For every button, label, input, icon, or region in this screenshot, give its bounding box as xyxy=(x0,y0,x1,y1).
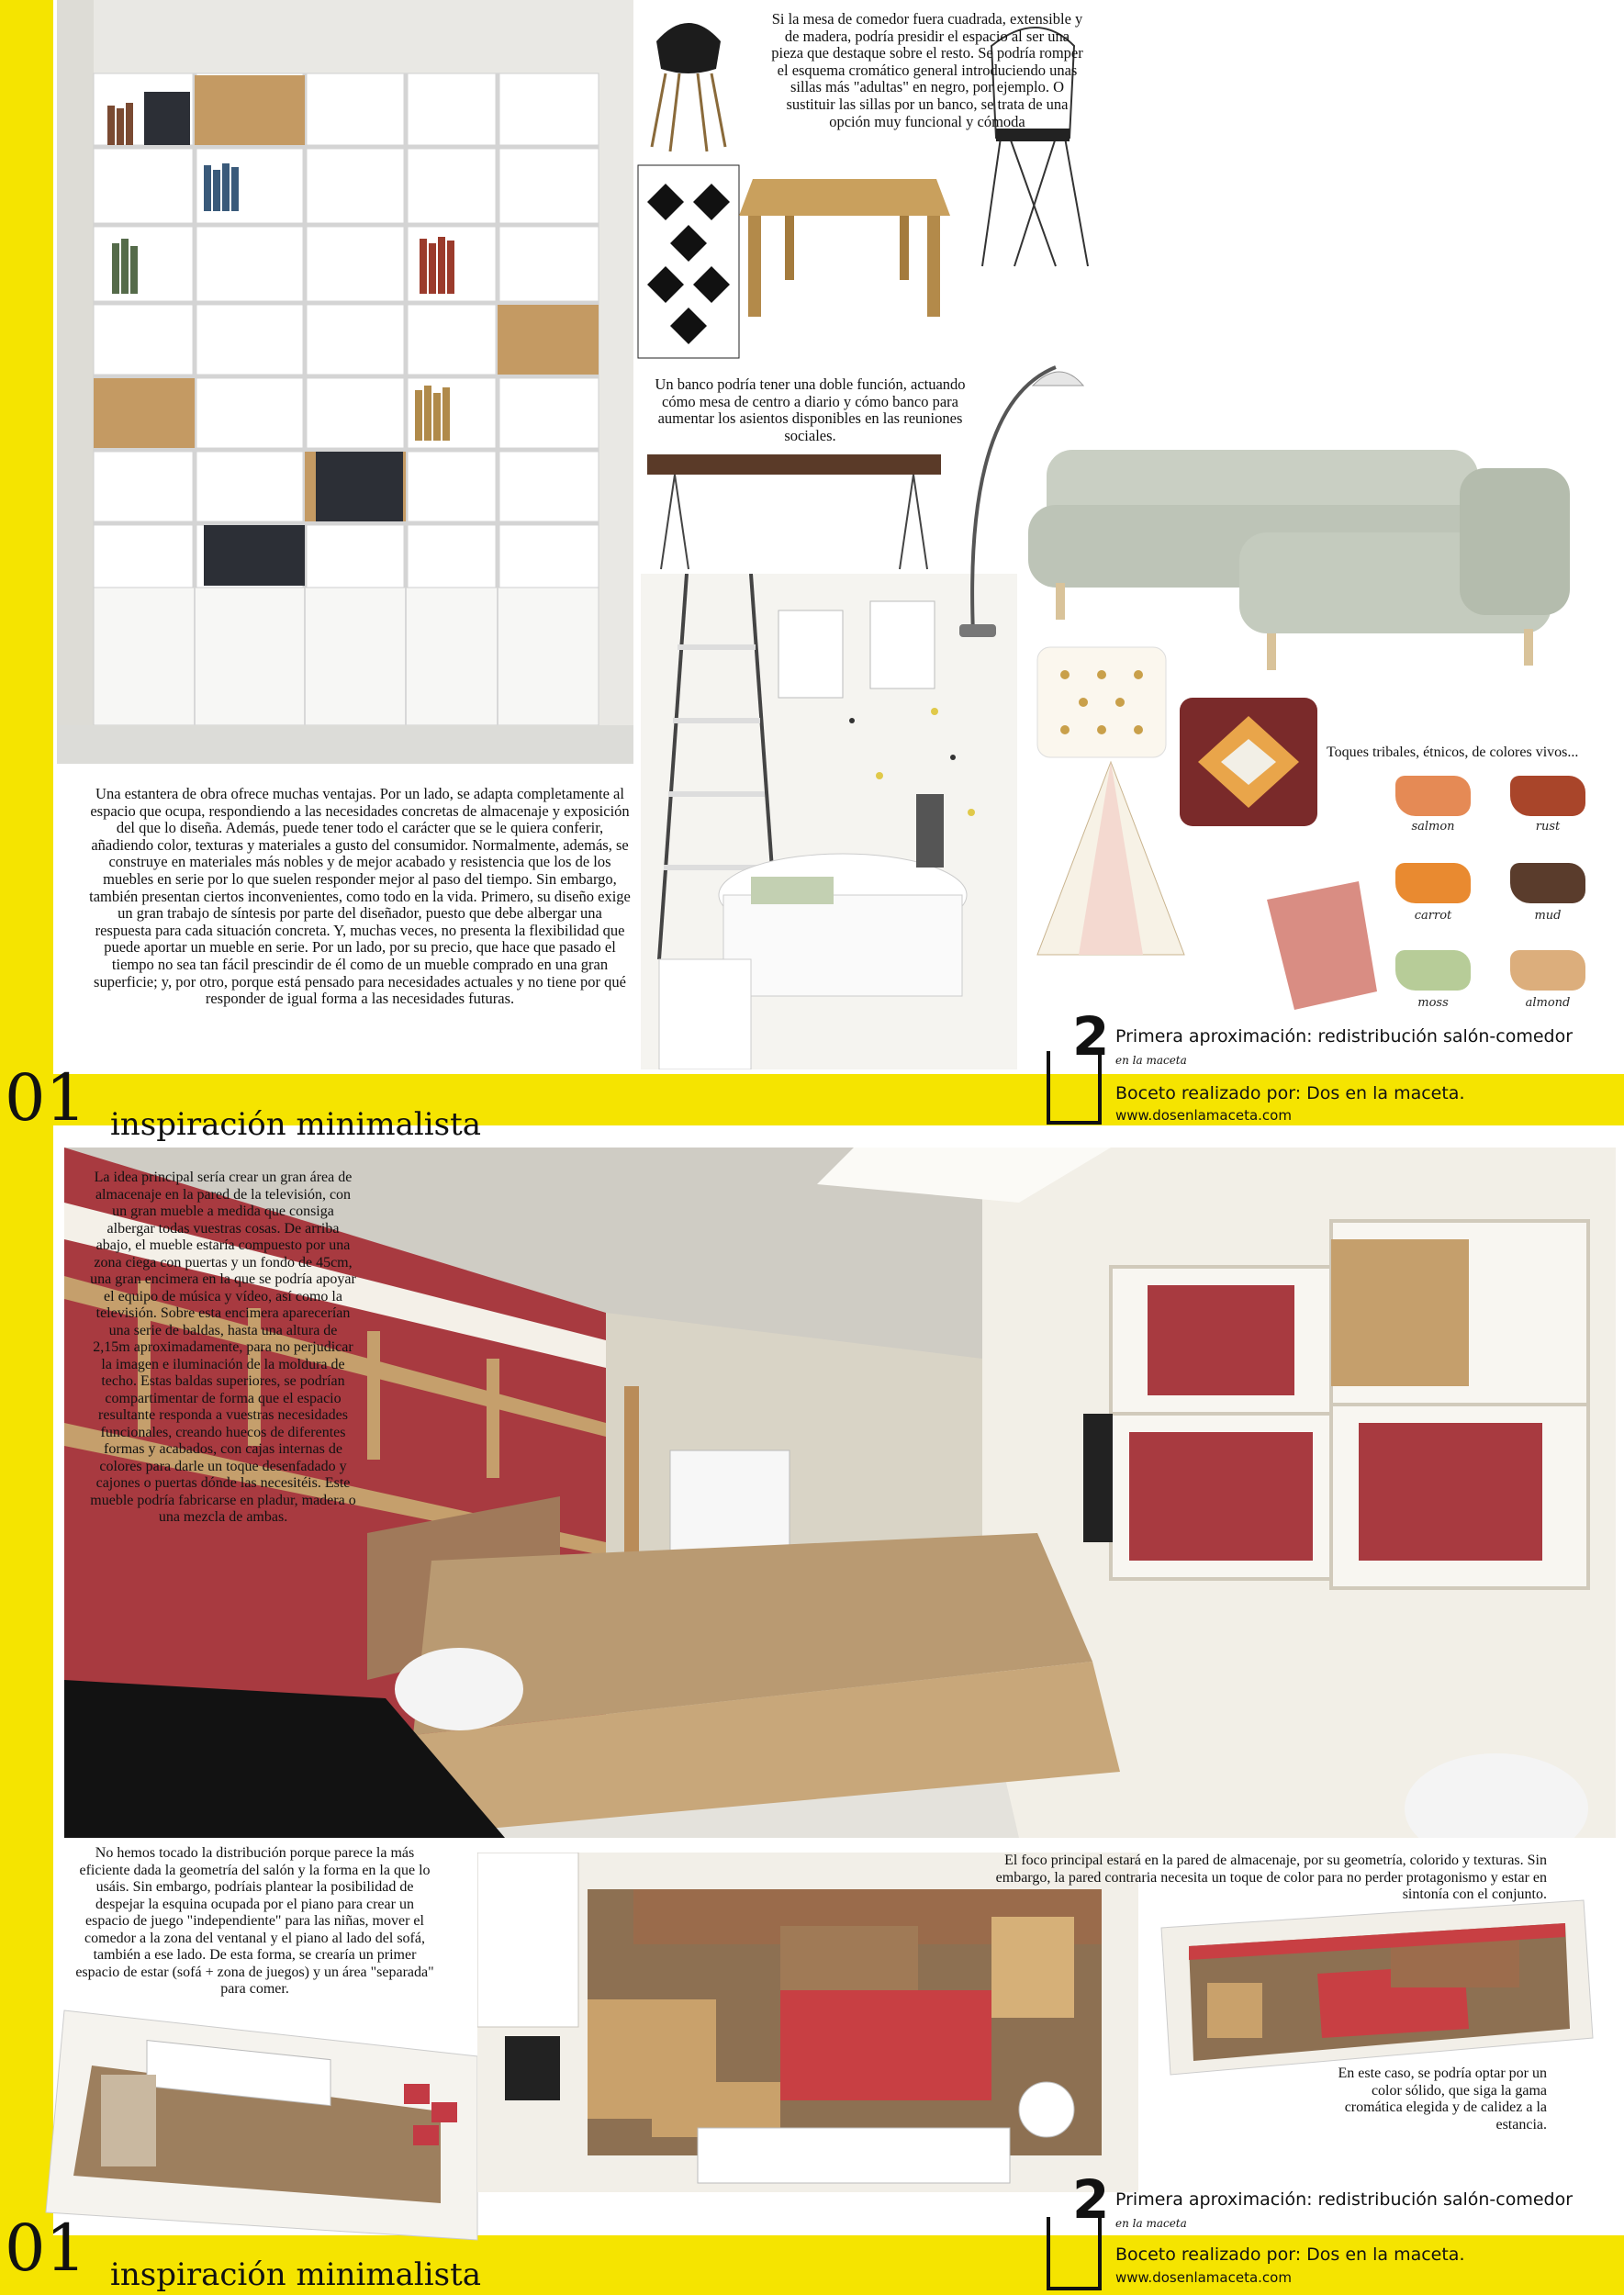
section-title-bottom: inspiración minimalista xyxy=(110,2256,481,2293)
swatch-label-rust: rust xyxy=(1535,820,1561,834)
url-bottom: www.dosenlamaceta.com xyxy=(1115,2269,1292,2286)
focus-description: El foco principal estará en la pared de almacenaje, por su geometría, colorido y texturas. Sin embargo, la pared contraria necesita un toque de color para no perder protagonismo y estar en sintonía con el conjunto. xyxy=(995,1853,1547,1902)
section-number-top: 01 xyxy=(5,1060,87,1136)
floorplan-render-right xyxy=(1152,1891,1602,2084)
floorplan-render-center xyxy=(477,1853,1138,2192)
swatch-mud xyxy=(1510,863,1585,903)
swatch-label-salmon: salmon xyxy=(1411,820,1455,834)
swatch-label-moss: moss xyxy=(1417,996,1449,1010)
case-description: En este caso, se podría optar por un color sólido, que siga la gama cromática elegida y de calidez a la estancia. xyxy=(1338,2066,1547,2133)
floorplan-center-illustration xyxy=(477,1853,1138,2192)
logo-number-bottom: 2 xyxy=(1072,2168,1110,2231)
bench-illustration xyxy=(638,441,959,578)
accessories-illustration xyxy=(1028,643,1597,1047)
section-title-top: inspiración minimalista xyxy=(110,1106,481,1143)
swatch-moss xyxy=(1395,950,1471,991)
swatch-salmon xyxy=(1395,776,1471,816)
tribal-caption: Toques tribales, étnicos, de colores vivos... xyxy=(1327,744,1579,760)
layout-description: No hemos tocado la distribución porque parece la más eficiente dada la geometría del salón y la forma en la que lo usáis. Sin embargo, podríais plantear la posibilidad de despejar la esquina ocupada por el piano para crear un espacio de juego "independiente" para las niñas, mover el comedor a la zona del ventanal y el piano al lado del sofá, también a ese lado. De esta forma, se crearía un primer espacio de estar (sofá + zona de juegos) y un área "separada" para comer. xyxy=(75,1845,434,1997)
url-top: www.dosenlamaceta.com xyxy=(1115,1107,1292,1124)
dining-description: Si la mesa de comedor fuera cuadrada, extensible y de madera, podría presidir el espacio al ser una pieza que destaque sobre el resto. Se podría romper el esquema cromático general introduciendo unas sillas más "adultas" en negro, por ejemplo. O sustituir las sillas por un banco, se trata de una opción muy funcional y cómoda xyxy=(771,10,1083,130)
swatch-label-carrot: carrot xyxy=(1414,909,1452,923)
bookshelf-photo xyxy=(57,0,633,764)
section-number-bottom: 01 xyxy=(5,2211,87,2286)
credit-top: Boceto realizado por: Dos en la maceta. xyxy=(1115,1083,1465,1103)
floorplan-render-left xyxy=(37,1974,496,2249)
storage-description: La idea principal sería crear un gran área de almacenaje en la pared de la televisión, con un gran mueble a medida que consiga albergar todas vuestras cosas. De arriba abajo, el mueble estaría compuesto por una zona ciega con puertas y un fondo de 45cm, una gran encimera en la que se podría apoyar el equipo de música y vídeo, así como la televisión. Sobre esta encimera aparecerían una serie de baldas, hasta una altura de 2,15m aproximadamente, para no perjudicar la imagen e iluminación de la moldura de techo. Estas baldas superiores, se podrían compartimentar de forma que el espacio resultante responda a vuestras necesidades funcionales, creando huecos de diferentes formas y acabados, con cajas internas de colores para darle un toque desenfadado y cajones o puertas dónde las necesitéis. Este mueble podría fabricarse en pladur, madera o una mezcla de ambas. xyxy=(90,1170,356,1525)
swatch-carrot xyxy=(1395,863,1471,903)
header-sub-bottom: en la maceta xyxy=(1115,2217,1187,2230)
header-title-bottom: Primera aproximación: redistribución salón-comedor xyxy=(1115,2189,1574,2210)
floorplan-right-illustration xyxy=(1152,1891,1602,2084)
credit-bottom: Boceto realizado por: Dos en la maceta. xyxy=(1115,2245,1465,2265)
left-yellow-stripe xyxy=(0,0,53,2295)
swatch-rust xyxy=(1510,776,1585,816)
logo-number-top: 2 xyxy=(1072,1005,1110,1068)
header-title-top: Primera aproximación: redistribución salón-comedor xyxy=(1115,1026,1574,1047)
floorplan-left-illustration xyxy=(37,1974,496,2249)
swatch-almond xyxy=(1510,950,1585,991)
bookshelf-illustration xyxy=(57,0,633,764)
shelf-description: Una estantera de obra ofrece muchas ventajas. Por un lado, se adapta completamente al espacio que ocupa, respondiendo a las necesidades concretas de almacenaje y exposición del que lo diseña. Además, puede tener todo el carácter que se le quiera conferir, añadiendo color, texturas y materiales a gusto del consumidor. Normalmente, además, se construye en materiales más nobles y de mejor acabado y resistencia que los de los muebles en serie por lo que suelen responder mejor al paso del tiempo. Sin embargo, también presentan ciertos inconvenientes, como todo en la vida. Primero, su diseño exige un gran trabajo de síntesis por parte del diseñador, puesto que debe albergar una respuesta para cada situación concreta. Y, muchas veces, no presenta la flexibilidad que puede aportar un mueble en serie. Por un lado, por su precio, que hace que pasado el tiempo no sea tan fácil prescindir de él como de un mueble comprado en una gran superficie; y, por otro, porque está pensado para necesidades actuales y no tiene por qué responder de igual forma a las necesidades futuras. xyxy=(89,785,631,1008)
swatch-label-mud: mud xyxy=(1534,909,1562,923)
header-sub-top: en la maceta xyxy=(1115,1054,1187,1067)
swatch-label-almond: almond xyxy=(1525,996,1571,1010)
bench-description: Un banco podría tener una doble función, actuando cómo mesa de centro a diario y cómo banco para aumentar los asientos disponibles en las reuniones sociales. xyxy=(655,375,966,444)
